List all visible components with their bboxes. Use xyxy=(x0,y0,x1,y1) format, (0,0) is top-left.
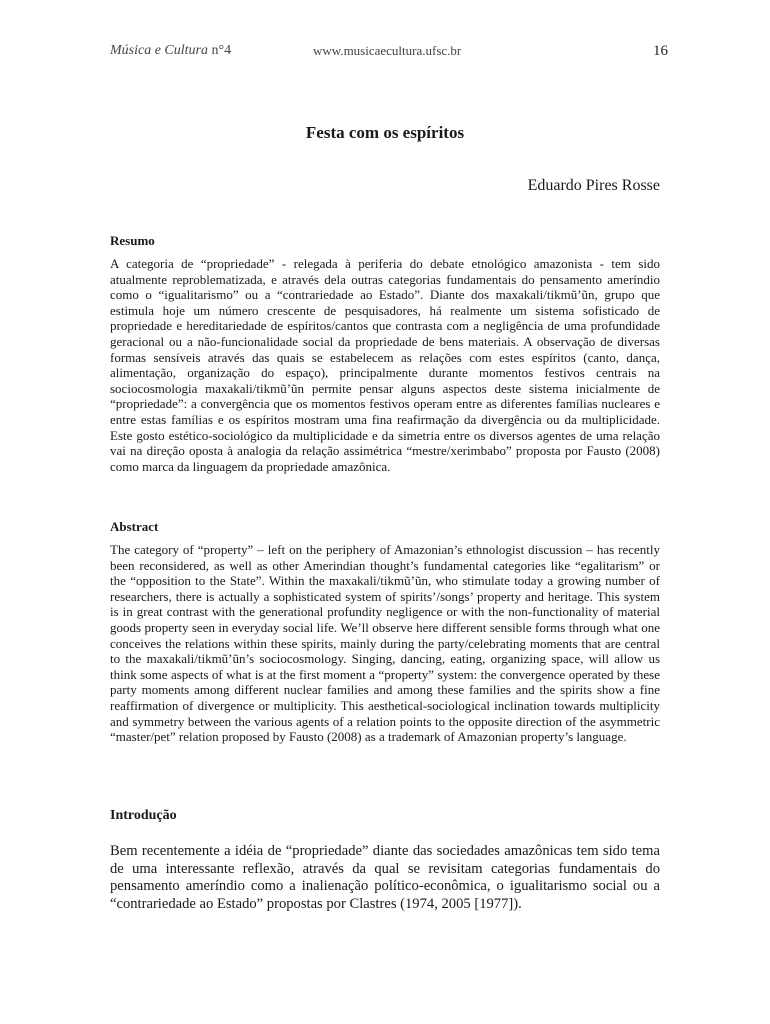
resumo-section xyxy=(110,233,660,474)
article-title: Festa com os espíritos xyxy=(305,123,465,142)
abstract-heading: Abstract xyxy=(110,519,159,534)
abstract-section xyxy=(110,519,660,745)
article-author: Eduardo Pires Rosse xyxy=(527,177,660,194)
abstract-text: The category of “property” – left on the periphery of Amazonian’s ethnologist discussion – has recently been reconsidered, as well as other Amerindian thought’s fundamental categories like “egalitarism” or the “opposition to the State”. Within the maxakali/tikmũ’ũn, who stimulate today a growing number of researchers, there is actually a sophisticated system of spirits’/songs’ property and heritage. This system is in great contrast with the generational profundity negligence or with the non-functionality of material goods property seen in everyday social life. We’ll observe here different sensible forms through what one conceives the relations within these spirits, mainly during the party/celebrating moments that are central to the maxakali/tikmũ’ũn’s sociocosmology. Singing, dancing, eating, organizing space, will allow us think some aspects of what is at the first moment a “property” system: the convergence operated by these party moments among different nuclear families and among these families and the spirits show a fine reaffirmation of divergence or multiplicity. This aesthetical-sociological inclination towards multiplicity and symmetry between the various agents of a relation points to the opposite direction of the asymmetric “master/pet” relation proposed by Fausto (2008) as a trademark of Amazonian property’s language. xyxy=(110,542,660,745)
issue-number: n°4 xyxy=(208,43,232,58)
introducao-section xyxy=(110,808,660,913)
journal-name: Música e Cultura n°4 xyxy=(110,43,232,58)
introducao-text: Bem recentemente a idéia de “propriedade” diante das sociedades amazônicas tem sido tema de uma interessante reflexão, através da qual se revisitam categorias fundamentais do pensamento ameríndio como a inalienação político-econômica, o igualitarismo social ou a “contrariedade ao Estado” propostas por Clastres (1974, 2005 [1977]). xyxy=(110,843,660,912)
page-number: 16 xyxy=(653,43,668,59)
running-header xyxy=(110,43,668,63)
resumo-text: A categoria de “propriedade” - relegada à periferia do debate etnológico amazonista - tem sido atualmente reproblematizada, e através dela outras categorias fundamentais do pensamento ameríndio como o “igualitarismo” ou a “contrariedade ao Estado”. Diante dos maxakali/tikmũ’ũn, grupo que estimula hoje um número crescente de pesquisadores, há realmente um sistema sofisticado de propriedade e hereditariedade de espíritos/cantos que contrasta com a negligência de uma profundidade geracional ou a não-funcionalidade social da propriedade de bens materiais. A observação de diversas formas sensíveis através das quais se estabelecem as relações com estes espíritos (canto, dança, alimentação, organização do espaço), principalmente durante momentos festivos centrais na sociocosmologia maxakali/tikmũ’ũn permite pensar alguns aspectos deste sistema inicialmente de “propriedade”: a convergência que os momentos festivos operam entre as diferentes famílias nucleares e entre estas famílias e os espíritos mostram uma fina reafirmação da divergência ou da multiplicidade. Este gosto estético-sociológico da multiplicidade e da simetria entre os diversos agentes de uma relação vai na direção oposta à analogia da relação assimétrica “mestre/xerimbabo” proposta por Fausto (2008) como marca da linguagem da propriedade amazônica. xyxy=(110,256,660,474)
journal-url[interactable]: www.musicaecultura.ufsc.br xyxy=(313,43,462,58)
introducao-heading: Introdução xyxy=(110,808,177,823)
resumo-heading: Resumo xyxy=(110,233,155,248)
